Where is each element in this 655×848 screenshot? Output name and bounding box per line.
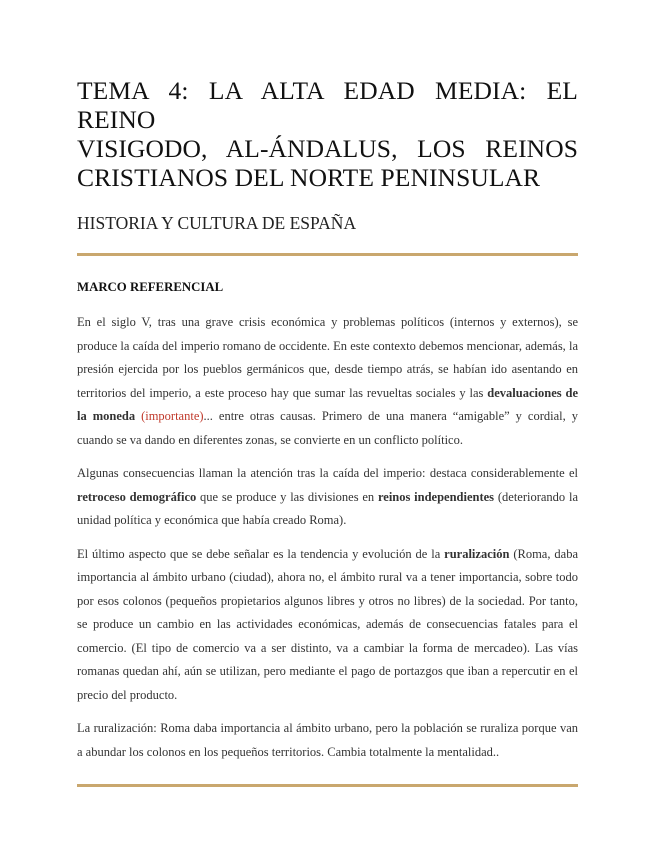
document-page <box>77 76 578 764</box>
paragraph-2-text-c: (deteriorando la unidad política y económica que había creado Roma). <box>77 489 578 527</box>
paragraph-4: La ruralización: Roma daba importancia al ámbito urbano, pero la población se ruraliza porque van a abundar los colonos en los pequeños territorios. Cambia totalmente la mentalidad.. <box>77 721 578 759</box>
paragraph-1 <box>77 311 578 452</box>
document-subtitle: HISTORIA Y CULTURA DE ESPAÑA <box>77 213 357 233</box>
title-line-1: TEMA 4: LA ALTA EDAD MEDIA: EL REINO <box>77 76 578 134</box>
title-line-2: VISIGODO, AL-ÁNDALUS, LOS REINOS <box>77 134 578 163</box>
section-heading: MARCO REFERENCIAL <box>77 280 224 294</box>
paragraph-2-bold-1: retroceso demográfico <box>77 489 197 504</box>
paragraph-1-red-note: (importante) <box>135 409 204 423</box>
document-title <box>77 76 578 192</box>
paragraph-2-text-b: que se produce y las divisiones en <box>196 489 378 504</box>
paragraph-3-text-b: (Roma, daba importancia al ámbito urbano (ciudad), ahora no, el ámbito rural va a tener importancia, sobre todo por esos colonos (pequeños propietarios algunos libres y otros no libres) de la sociedad. Por tanto, se produce un cambio en las actividades económicas, además de consecuencias fatales para el comercio. (El tipo de comercio va a ser distinto, va a cambiar la forma de mercadeo). Las vías romanas quedan ahí, aún se utilizan, pero mediante el pago de portazgos que iban a repercutir en el precio del producto. <box>77 546 578 702</box>
top-divider <box>77 253 578 256</box>
paragraph-3 <box>77 543 578 708</box>
paragraph-1-text-a: En el siglo V, tras una grave crisis económica y problemas políticos (internos y externos), se produce la caída del imperio romano de occidente. En este contexto debemos mencionar, además, la presión ejercida por los pueblos germánicos que, desde tiempo atrás, se habían ido asentando en territorios del imperio, a este proceso hay que sumar las revueltas sociales y las <box>77 315 578 400</box>
bottom-divider <box>77 784 578 787</box>
paragraph-3-bold: ruralización <box>444 546 510 561</box>
paragraph-1-bold: devaluaciones de la moneda <box>77 385 579 423</box>
paragraph-2-bold-2: reinos independientes <box>377 489 495 504</box>
paragraph-2 <box>77 462 578 533</box>
paragraph-3-text-a: El último aspecto que se debe señalar es la tendencia y evolución de la <box>77 546 445 561</box>
title-line-3: CRISTIANOS DEL NORTE PENINSULAR <box>77 163 541 192</box>
paragraph-1-text-b: ... entre otras causas. Primero de una manera “amigable” y cordial, y cuando se va dando en diferentes zonas, se convierte en un conflicto político. <box>77 409 578 447</box>
paragraph-2-text-a: Algunas consecuencias llaman la atención tras la caída del imperio: destaca considerablemente el <box>77 466 578 480</box>
